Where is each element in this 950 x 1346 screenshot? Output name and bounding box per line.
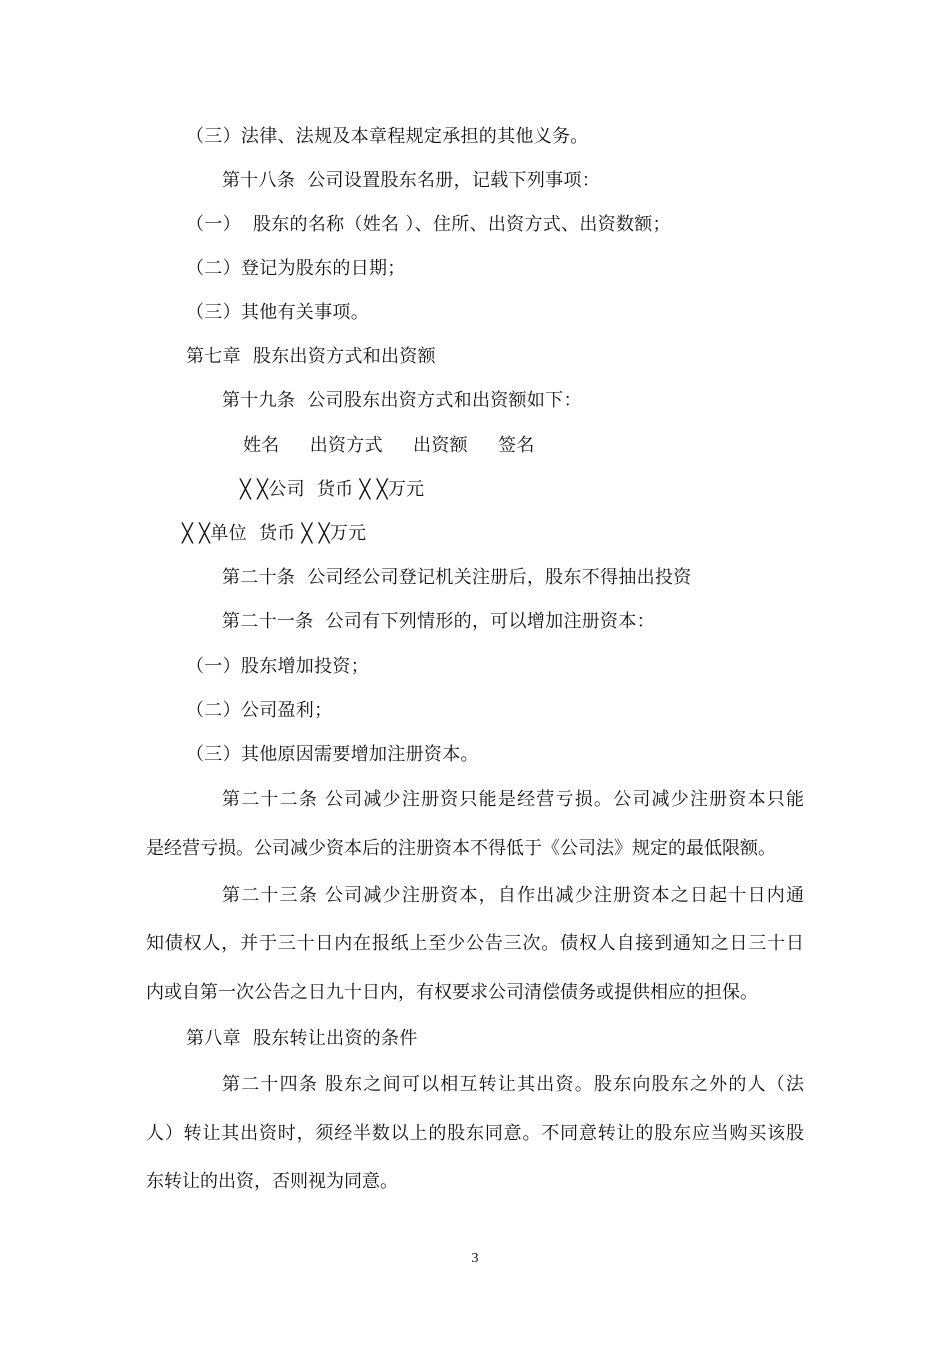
text-line: （一）股东增加投资； [186, 656, 369, 677]
article-24-line: 人）转让其出资时，须经半数以上的股东同意。不同意转让的股东应当购买该股 [146, 1123, 804, 1144]
text-line: （三）其他有关事项。 [186, 302, 369, 323]
shareholder-row: ╳ ╳公司 货币 ╳ ╳万元 [240, 479, 425, 500]
chapter-8-heading: 第八章 股东转让出资的条件 [186, 1028, 418, 1049]
page-number: 3 [471, 1251, 479, 1266]
table-header-line: 姓名 出资方式 出资额 签名 [243, 435, 535, 456]
text-line: （三）法律、法规及本章程规定承担的其他义务。 [186, 126, 589, 147]
text-line: （二）登记为股东的日期； [186, 258, 406, 279]
article-23-line: 知债权人，并于三十日内在报纸上至少公告三次。债权人自接到通知之日三十日 [146, 933, 804, 954]
text-line: （一） 股东的名称（姓名 ）、住所、出资方式、出资数额； [186, 214, 671, 235]
article-23-line: 第二十三条 公司减少注册资本，自作出减少注册资本之日起十日内通 [222, 885, 804, 906]
article-24-line: 第二十四条 股东之间可以相互转让其出资。股东向股东之外的人（法 [222, 1074, 804, 1095]
article-18-heading: 第十八条 公司设置股东名册，记载下列事项： [222, 170, 601, 191]
text-line: （二）公司盈利； [186, 700, 333, 721]
article-22-line: 是经营亏损。公司减少资本后的注册资本不得低于《公司法》规定的最低限额。 [146, 838, 776, 859]
article-24-line: 东转让的出资，否则视为同意。 [146, 1171, 398, 1192]
text-line: （三）其他原因需要增加注册资本。 [186, 744, 479, 765]
article-19-heading: 第十九条 公司股东出资方式和出资额如下： [222, 390, 582, 411]
article-20-line: 第二十条 公司经公司登记机关注册后，股东不得抽出投资 [222, 567, 692, 588]
chapter-7-heading: 第七章 股东出资方式和出资额 [186, 346, 436, 367]
article-21-heading: 第二十一条 公司有下列情形的，可以增加注册资本： [222, 611, 655, 632]
shareholder-row: ╳ ╳单位 货币 ╳ ╳万元 [182, 523, 367, 544]
article-22-line: 第二十二条 公司减少注册资只能是经营亏损。公司减少注册资本只能 [222, 789, 804, 810]
article-23-line: 内或自第一次公告之日九十日内，有权要求公司清偿债务或提供相应的担保。 [146, 982, 758, 1003]
